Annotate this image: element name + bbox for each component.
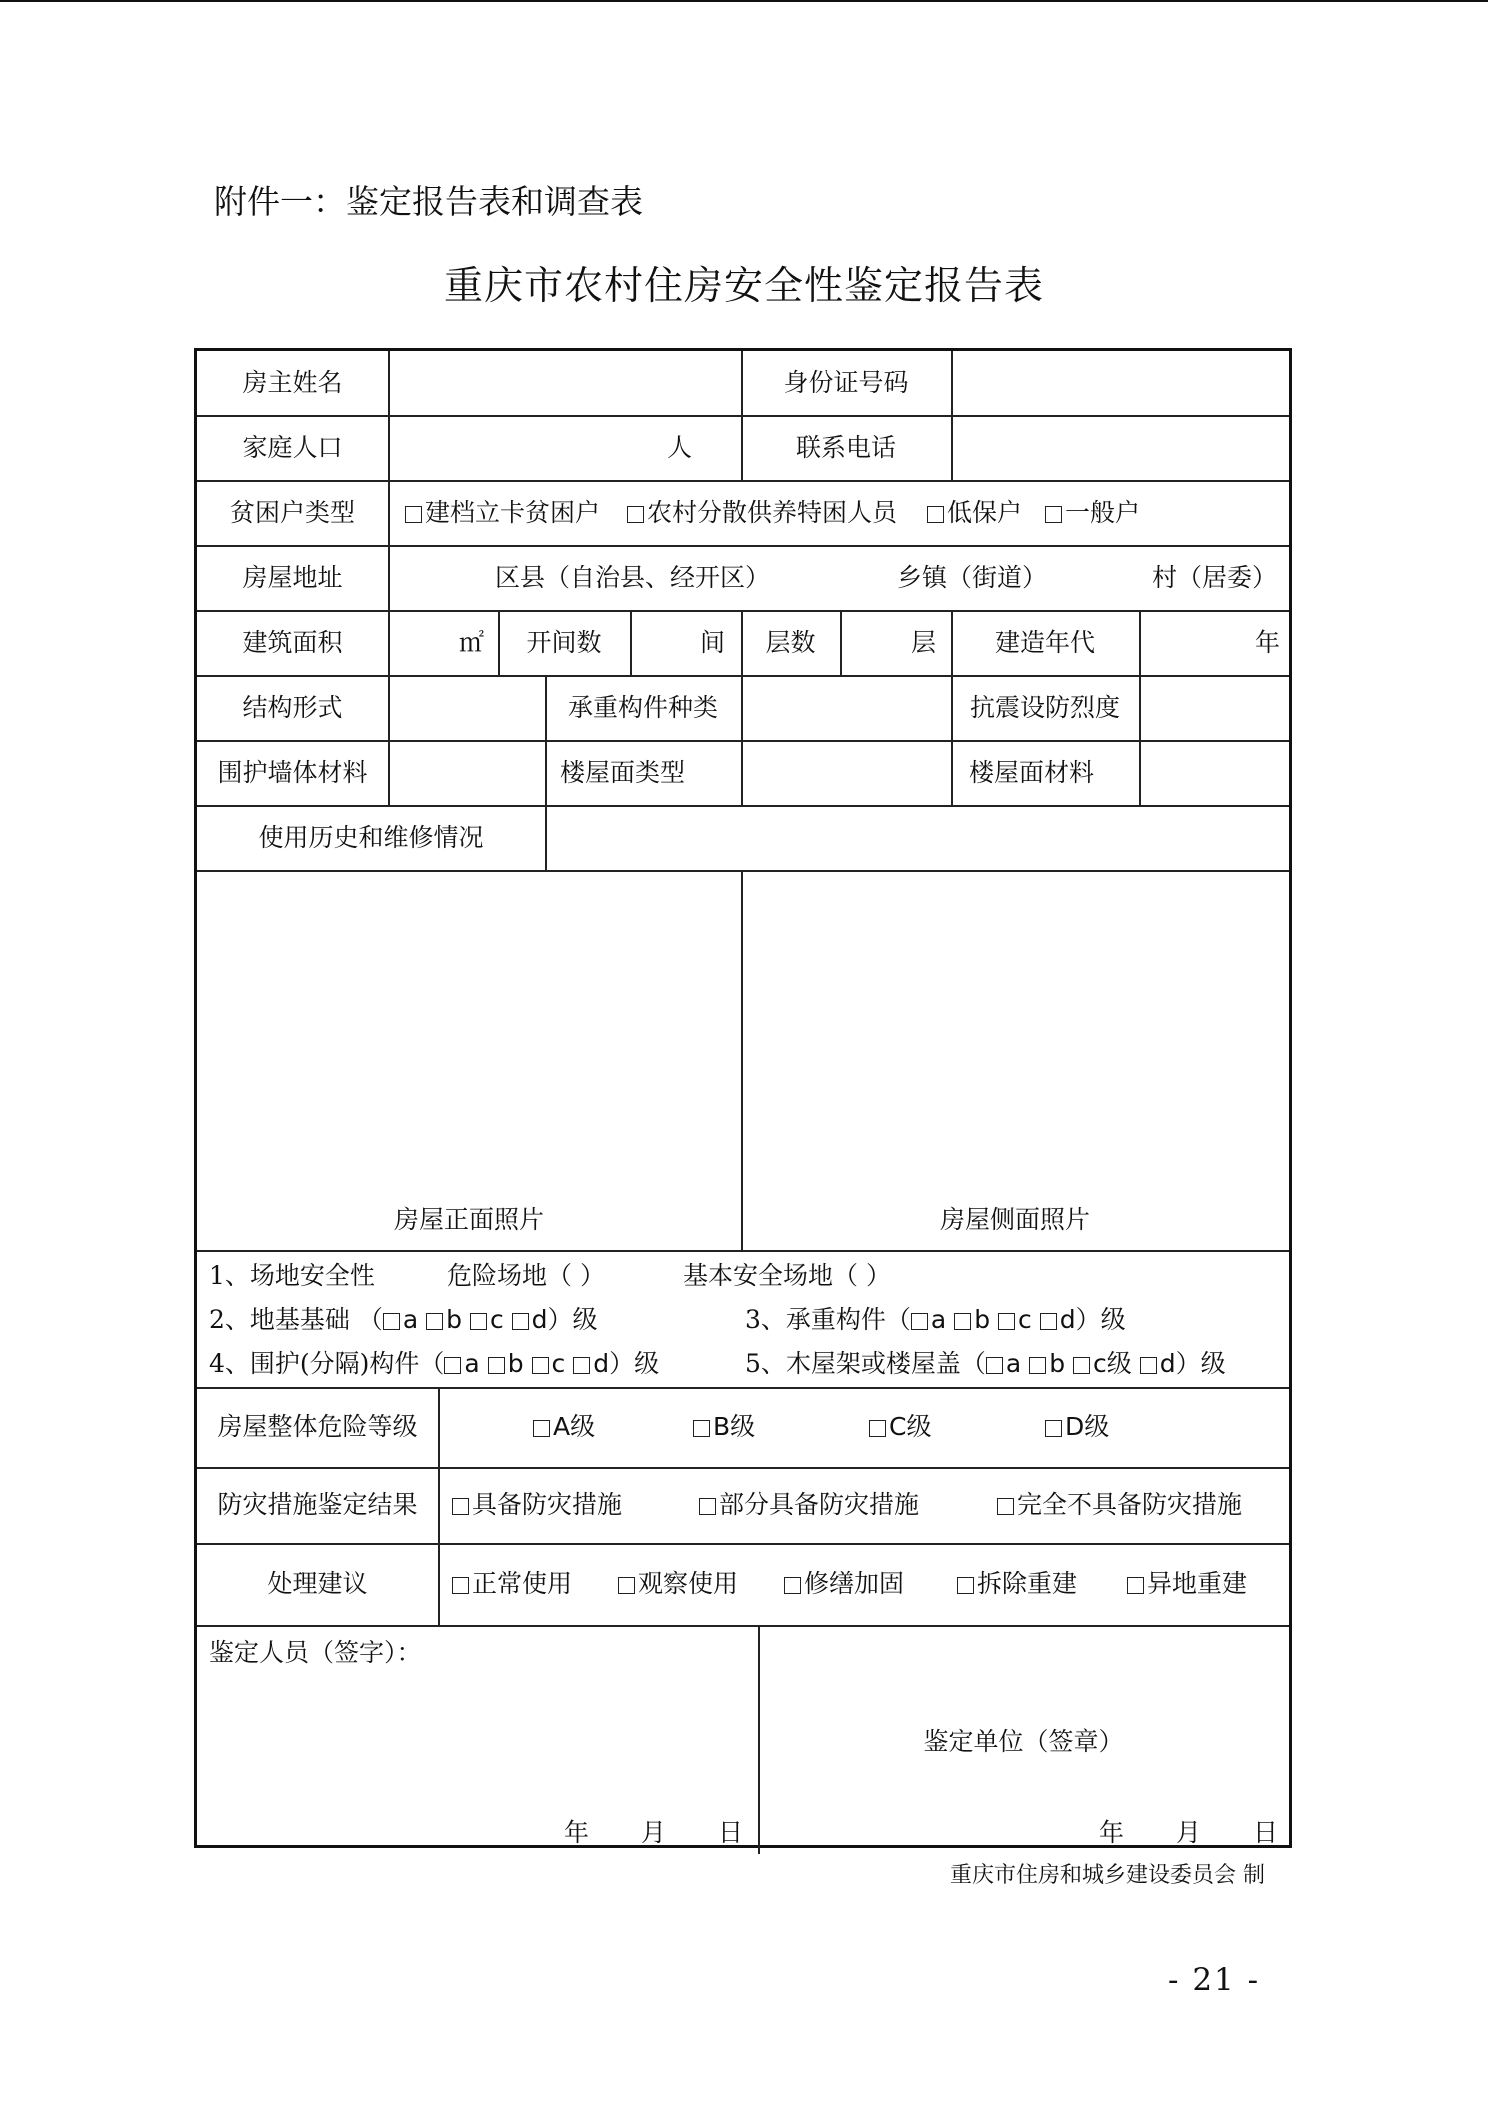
envelope-grade: 4、围护(分隔)构件（ a b c d）级 xyxy=(209,1349,660,1378)
checkbox-icon[interactable] xyxy=(532,1357,549,1374)
report-form xyxy=(194,348,1292,1848)
unit-date: 年 月 日 xyxy=(1099,1818,1279,1847)
overall-grade-label: 房屋整体危险等级 xyxy=(217,1412,418,1441)
poverty-option-4[interactable]: 一般户 xyxy=(1045,498,1140,528)
checkbox-icon[interactable] xyxy=(405,506,422,523)
address-label: 房屋地址 xyxy=(242,563,343,592)
built-unit: 年 xyxy=(1255,628,1281,657)
foundation-grade: 2、地基基础 （ a b c d）级 xyxy=(209,1305,598,1334)
floors-unit: 层 xyxy=(911,628,937,657)
poverty-option-3[interactable]: 低保户 xyxy=(927,498,1022,528)
checkbox-icon[interactable] xyxy=(1029,1357,1046,1374)
checkbox-icon[interactable] xyxy=(470,1313,487,1330)
grade-option-b[interactable]: B级 xyxy=(693,1412,755,1442)
disaster-option-2[interactable]: 部分具备防灾措施 xyxy=(699,1490,919,1520)
appraiser-signature-label: 鉴定人员（签字）： xyxy=(209,1638,422,1667)
unit-seal-label: 鉴定单位（签章） xyxy=(923,1727,1124,1756)
poverty-option-1[interactable]: 建档立卡贫困户 xyxy=(405,498,600,528)
attachment-heading: 附件一：鉴定报告表和调查表 xyxy=(214,182,643,221)
poverty-option-2[interactable]: 农村分散供养特困人员 xyxy=(627,498,897,528)
checkbox-icon[interactable] xyxy=(618,1577,635,1594)
page-top-rule xyxy=(0,0,1488,2)
phone-label: 联系电话 xyxy=(795,433,896,462)
grade-option-d[interactable]: D级 xyxy=(1045,1412,1109,1442)
seismic-label: 抗震设防烈度 xyxy=(969,693,1120,722)
id-number-label: 身份证号码 xyxy=(783,368,909,397)
floors-label: 层数 xyxy=(765,628,816,657)
load-member-type-label: 承重构件种类 xyxy=(567,693,718,722)
poverty-type-label: 贫困户类型 xyxy=(229,498,355,527)
owner-name-label: 房主姓名 xyxy=(242,368,343,397)
history-label: 使用历史和维修情况 xyxy=(258,823,484,852)
checkbox-icon[interactable] xyxy=(452,1577,469,1594)
household-unit: 人 xyxy=(667,433,693,462)
checkbox-icon[interactable] xyxy=(1045,1420,1062,1437)
built-era-label: 建造年代 xyxy=(994,628,1095,657)
checkbox-icon[interactable] xyxy=(627,506,644,523)
checkbox-icon[interactable] xyxy=(1045,506,1062,523)
advice-label: 处理建议 xyxy=(267,1569,368,1598)
checkbox-icon[interactable] xyxy=(927,506,944,523)
checkbox-icon[interactable] xyxy=(986,1357,1003,1374)
photo-side-label: 房屋侧面照片 xyxy=(939,1205,1090,1234)
checkbox-icon[interactable] xyxy=(998,1313,1015,1330)
area-label: 建筑面积 xyxy=(242,628,343,657)
advice-option-3[interactable]: 修缮加固 xyxy=(784,1569,904,1599)
checkbox-icon[interactable] xyxy=(1073,1357,1090,1374)
roof-grade: 5、木屋架或楼屋盖（ a b c级 d）级 xyxy=(745,1349,1226,1378)
structure-label: 结构形式 xyxy=(242,693,343,722)
checkbox-icon[interactable] xyxy=(512,1313,529,1330)
checkbox-icon[interactable] xyxy=(869,1420,886,1437)
checkbox-icon[interactable] xyxy=(699,1498,716,1515)
checkbox-icon[interactable] xyxy=(997,1498,1014,1515)
appraiser-date: 年 月 日 xyxy=(564,1818,744,1847)
advice-option-5[interactable]: 异地重建 xyxy=(1127,1569,1247,1599)
site-safe-option: 基本安全场地（ ） xyxy=(683,1261,891,1290)
address-town: 乡镇（街道） xyxy=(897,563,1048,592)
checkbox-icon[interactable] xyxy=(444,1357,461,1374)
checkbox-icon[interactable] xyxy=(573,1357,590,1374)
site-safety-label: 1、场地安全性 xyxy=(209,1261,375,1290)
bays-unit: 间 xyxy=(700,628,726,657)
disaster-option-3[interactable]: 完全不具备防灾措施 xyxy=(997,1490,1242,1520)
advice-option-4[interactable]: 拆除重建 xyxy=(957,1569,1077,1599)
site-danger-option: 危险场地（ ） xyxy=(447,1261,605,1290)
checkbox-icon[interactable] xyxy=(784,1577,801,1594)
checkbox-icon[interactable] xyxy=(383,1313,400,1330)
photo-front-label: 房屋正面照片 xyxy=(393,1205,544,1234)
checkbox-icon[interactable] xyxy=(452,1498,469,1515)
checkbox-icon[interactable] xyxy=(426,1313,443,1330)
checkbox-icon[interactable] xyxy=(693,1420,710,1437)
address-district: 区县（自治县、经开区） xyxy=(495,563,771,592)
floor-roof-material-label: 楼屋面材料 xyxy=(969,758,1095,787)
checkbox-icon[interactable] xyxy=(957,1577,974,1594)
address-village: 村（居委） xyxy=(1151,563,1277,592)
page-number: - 21 - xyxy=(1168,1962,1261,1998)
bays-label: 开间数 xyxy=(526,628,602,657)
advice-option-1[interactable]: 正常使用 xyxy=(452,1569,572,1599)
household-label: 家庭人口 xyxy=(242,433,343,462)
area-unit: ㎡ xyxy=(459,628,485,657)
checkbox-icon[interactable] xyxy=(1140,1357,1157,1374)
disaster-option-1[interactable]: 具备防灾措施 xyxy=(452,1490,622,1520)
checkbox-icon[interactable] xyxy=(488,1357,505,1374)
checkbox-icon[interactable] xyxy=(533,1420,550,1437)
wall-material-label: 围护墙体材料 xyxy=(217,758,368,787)
disaster-result-label: 防灾措施鉴定结果 xyxy=(217,1490,418,1519)
issuer-footer: 重庆市住房和城乡建设委员会 制 xyxy=(950,1863,1265,1888)
load-member-grade: 3、承重构件（ a b c d）级 xyxy=(745,1305,1126,1334)
checkbox-icon[interactable] xyxy=(954,1313,971,1330)
checkbox-icon[interactable] xyxy=(1040,1313,1057,1330)
grade-option-a[interactable]: A级 xyxy=(533,1412,595,1442)
checkbox-icon[interactable] xyxy=(1127,1577,1144,1594)
floor-roof-type-label: 楼屋面类型 xyxy=(560,758,686,787)
advice-option-2[interactable]: 观察使用 xyxy=(618,1569,738,1599)
form-title: 重庆市农村住房安全性鉴定报告表 xyxy=(443,264,1044,309)
checkbox-icon[interactable] xyxy=(911,1313,928,1330)
grade-option-c[interactable]: C级 xyxy=(869,1412,931,1442)
